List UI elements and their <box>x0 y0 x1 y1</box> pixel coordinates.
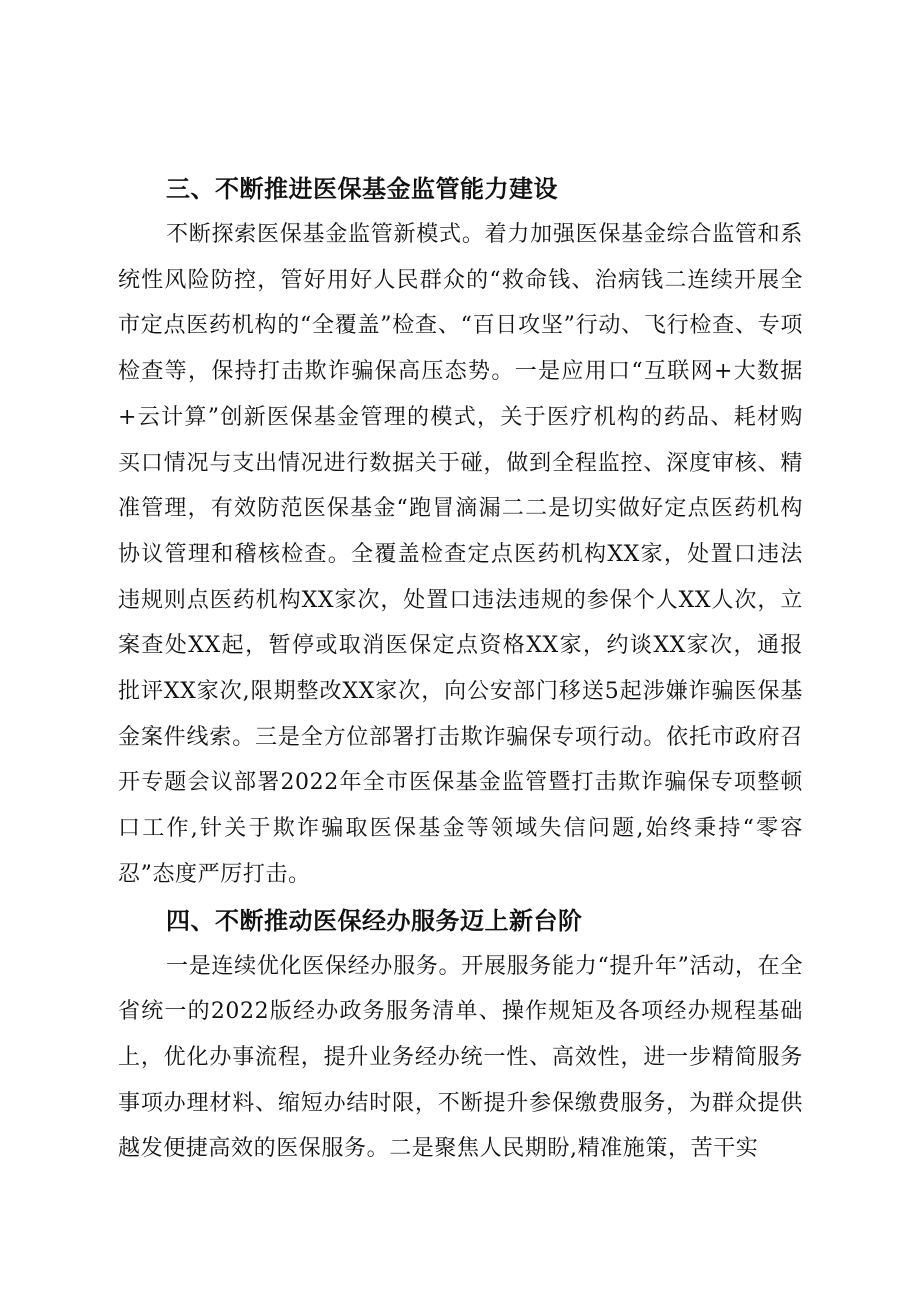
section-paragraph-3: 不断探索医保基金监管新模式。着力加强医保基金综合监管和系统性风险防控，管好用好人民群众的“救命钱、治病钱二连续开展全市定点医药机构的“全覆盖”检查、“百日攻坚”行动、飞行检查、专项检查等，保持打击欺诈骗保高压态势。一是应用口“互联网+大数据+云计算”创新医保基金管理的模式，关于医疗机构的药品、耗材购买口情况与支出情况进行数据关于碰，做到全程监控、深度审核、精准管理，有效防范医保基金“跑冒滴漏二二是切实做好定点医药机构协议管理和稽核检查。全覆盖检查定点医药机构XX家，处置口违法违规则点医药机构XX家次，处置口违法违规的参保个人XX人次，立案查处XX起，暂停或取消医保定点资格XX家，约谈XX家次，通报批评XX家次,限期整改XX家次，向公安部门移送5起涉嫌诈骗医保基金案件线索。三是全方位部署打击欺诈骗保专项行动。依托市政府召开专题会议部署2022年全市医保基金监管暨打击欺诈骗保专项整顿口工作,针关于欺诈骗取医保基金等领域失信问题,始终秉持“零容忍”态度严厉打击。 <box>118 222 803 887</box>
document-body <box>118 166 803 1172</box>
section-heading-4: 四、不断推动医保经办服务迈上新台阶 <box>166 906 583 935</box>
section-paragraph-4: 一是连续优化医保经办服务。开展服务能力“提升年”活动，在全省统一的2022版经办政务服务清单、操作规矩及各项经办规程基础上，优化办事流程，提升业务经办统一性、高效性，进一步精简服务事项办理材料、缩短办结时限，不断提升参保缴费服务，为群众提供越发便捷高效的医保服务。二是聚焦人民期盼,精准施策，苦干实 <box>118 953 803 1162</box>
section-heading-3: 三、不断推进医保基金监管能力建设 <box>166 175 558 203</box>
